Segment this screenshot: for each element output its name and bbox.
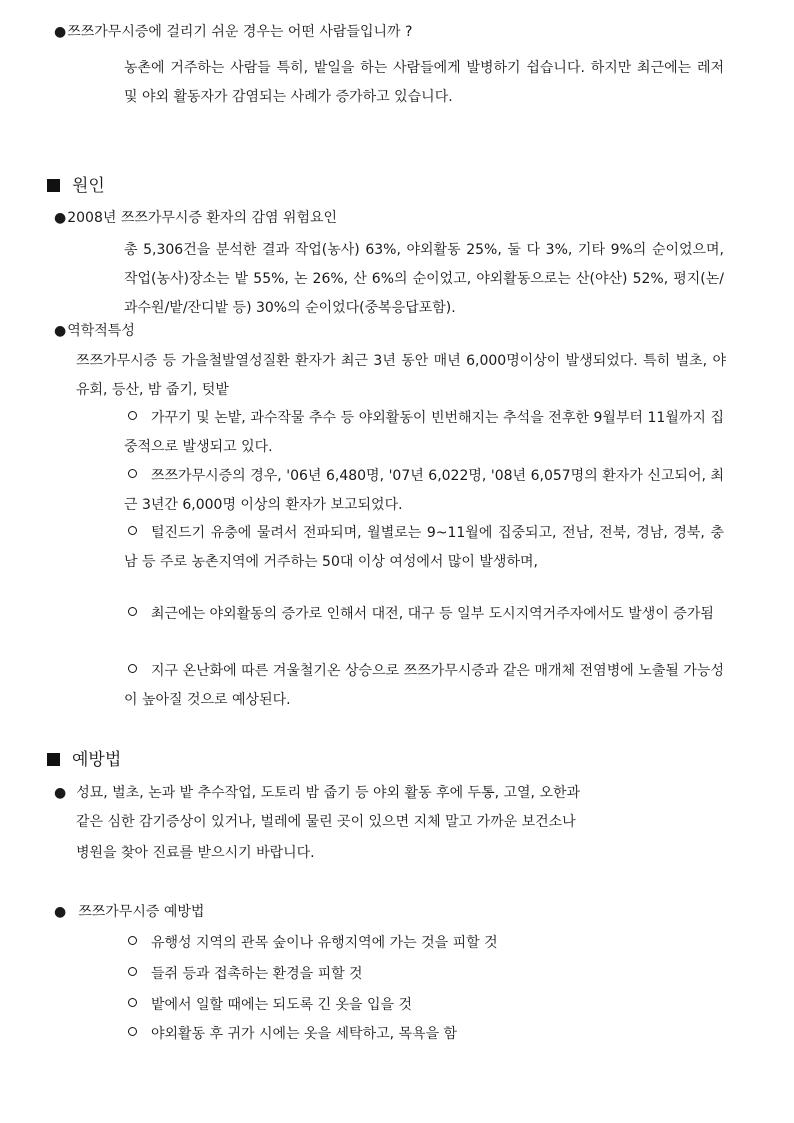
epi-heading: ●역학적특성 [54, 323, 135, 339]
risk-body: 총 5,306건을 분석한 결과 작업(농사) 63%, 야외활동 25%, 둘 다 3%, 기타 9%의 순이었으며, 작업(농사)장소는 밭 55%, 논 26%, 산 6%의 순이었고, 야외활동으로는 산(야산) 52%, 평지(논/과수원/밭/잔디밭 등) 30%의 순이었다(중복응답포함). [124, 242, 724, 316]
epi-intro: 쯔쯔가무시증 등 가을철발열성질환 환자가 최근 3년 동안 매년 6,000명이상이 발생되었다. 특히 벌초, 야유회, 등산, 밤 줍기, 텃밭 [76, 353, 726, 398]
risk-heading: ●2008년 쯔쯔가무시증 환자의 감염 위험요인 [54, 210, 338, 226]
prevention-item: 들쥐 등과 접촉하는 환경을 피할 것 [124, 964, 363, 984]
faq-question-text: 쯔쯔가무시증에 걸리기 쉬운 경우는 어떤 사람들입니까 ? [67, 24, 413, 40]
advice-line: 병원을 찾아 진료를 받으시기 바랍니다. [76, 845, 315, 861]
circle-bullet-icon [128, 411, 137, 420]
square-bullet-icon [47, 753, 60, 766]
epi-item: 최근에는 야외활동의 증가로 인해서 대전, 대구 등 일부 도시지역거주자에서도 발생이 증가됨 [124, 600, 724, 629]
epi-item: 쯔쯔가무시증의 경우, '06년 6,480명, '07년 6,022명, '08년 6,057명의 환자가 신고되어, 최근 3년간 6,000명 이상의 환자가 보고되었다. [124, 468, 724, 513]
circle-bullet-icon [128, 998, 137, 1007]
epi-item: 털진드기 유충에 물려서 전파되며, 월별로는 9~11월에 집중되고, 전남, 전북, 경남, 경북, 충남 등 주로 농촌지역에 거주하는 50대 이상 여성에서 많이 발생하며, [124, 525, 724, 570]
circle-bullet-icon [128, 936, 137, 945]
bullet-icon: ● [54, 24, 67, 40]
square-bullet-icon [47, 179, 60, 192]
circle-bullet-icon [128, 607, 137, 616]
prevention-list-heading: ● 쯔쯔가무시증 예방법 [54, 904, 205, 920]
faq-answer: 농촌에 거주하는 사람들 특히, 밭일을 하는 사람들에게 발병하기 쉽습니다. 하지만 최근에는 레저 및 야외 활동자가 감염되는 사례가 증가하고 있습니다. [124, 60, 724, 105]
epi-item: 지구 온난화에 따른 겨울철기온 상승으로 쯔쯔가무시증과 같은 매개체 전염병에 노출될 가능성이 높아질 것으로 예상된다. [124, 663, 724, 708]
circle-bullet-icon [128, 664, 137, 673]
advice-line: 같은 심한 감기증상이 있거나, 벌레에 물린 곳이 있으면 지체 말고 가까운 보건소나 [76, 814, 576, 830]
prevention-item: 야외활동 후 귀가 시에는 옷을 세탁하고, 목욕을 함 [124, 1024, 457, 1044]
bullet-icon: ● [54, 785, 67, 801]
circle-bullet-icon [128, 469, 137, 478]
section-title-prevention: 예방법 [47, 748, 121, 772]
prevention-item: 밭에서 일할 때에는 되도록 긴 옷을 입을 것 [124, 995, 412, 1015]
bullet-icon: ● [54, 904, 67, 920]
circle-bullet-icon [128, 1027, 137, 1036]
circle-bullet-icon [128, 967, 137, 976]
prevention-item: 유행성 지역의 관목 숲이나 유행지역에 가는 것을 피할 것 [124, 933, 498, 953]
advice-line: ● 성묘, 벌초, 논과 밭 추수작업, 도토리 밤 줍기 등 야외 활동 후에 두통, 고열, 오한과 [54, 785, 581, 801]
bullet-icon: ● [54, 323, 67, 339]
epi-item: 가꾸기 및 논밭, 과수작물 추수 등 야외활동이 빈번해지는 추석을 전후한 9월부터 11월까지 집중적으로 발생되고 있다. [124, 410, 724, 455]
bullet-icon: ● [54, 210, 67, 226]
faq-question [54, 22, 412, 42]
section-title-cause: 원인 [47, 174, 105, 198]
circle-bullet-icon [128, 526, 137, 535]
